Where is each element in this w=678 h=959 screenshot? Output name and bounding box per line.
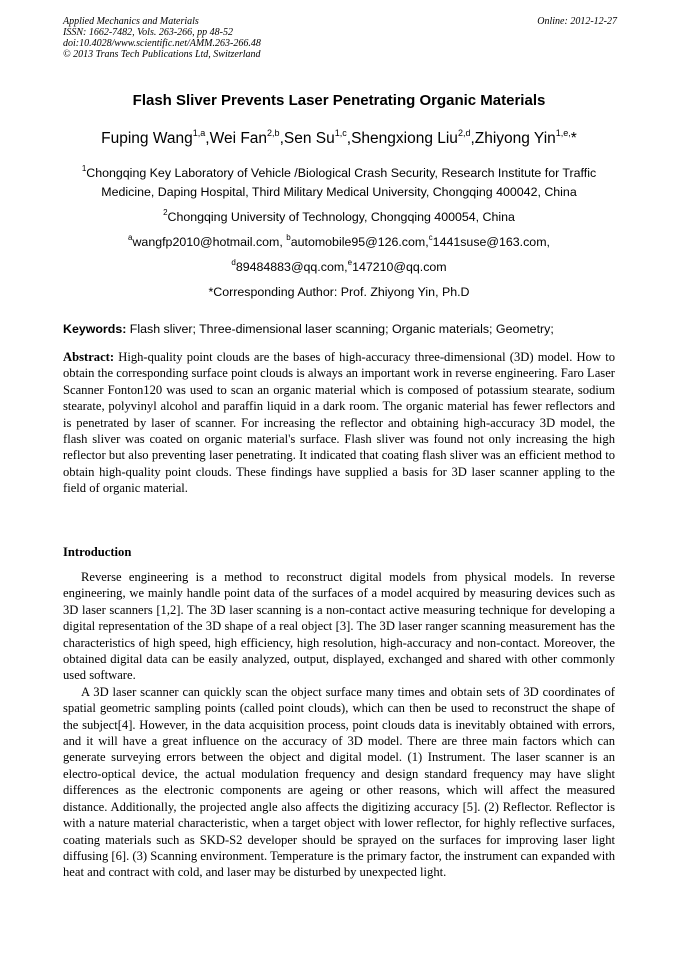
affiliation-1 [60,164,618,202]
email-superscript: d [231,258,236,267]
affiliation-line: Chongqing University of Technology, Chongqing 400054, China [167,210,515,224]
journal-copyright: © 2013 Trans Tech Publications Ltd, Switzerland [63,49,261,60]
author-superscript: 1,e, [555,128,571,138]
abstract [63,349,615,497]
author-name: Zhiyong Yin [474,130,556,147]
affiliation-line: Chongqing Key Laboratory of Vehicle /Biological Crash Security, Research Institute for Traffic [86,166,597,180]
keywords-text: Flash sliver; Three-dimensional laser scanning; Organic materials; Geometry; [126,322,554,336]
author-separator: , [279,130,284,147]
intro-paragraph-1: Reverse engineering is a method to reconstruct digital models from physical models. In reverse engineering, we mainly handle point data of the surfaces of a model acquired by measuring devices such as 3D laser scanners [1,2]. The 3D laser scanning is a non-contact active measuring technique for developing a digital representation of the 3D shape of a real object [3]. The 3D laser ranger scanning measurement has the characteristics of high speed, high efficiency, high resolution, high-accuracy and non-contact. Moreover, the obtained digital data can be easily analyzed, output, displayed, exchanged and shared with other commonly used software. [63,570,615,683]
introduction-body [63,569,615,881]
author-name: Fuping Wang [101,130,193,147]
email-line-1 [60,233,618,252]
affiliation-superscript: 2 [163,208,168,217]
author-superscript: 1,c [334,128,347,138]
author-list [0,130,678,148]
email-superscript: b [286,233,291,242]
intro-paragraph-2: A 3D laser scanner can quickly scan the object surface many times and obtain sets of 3D coordinates of spatial geometric sampling points (called point clouds), which can then be used to reconstruct the shape of the subject[4]. However, in the data acquisition process, point clouds data is inevitably obtained with errors, and it will have a great influence on the accuracy of 3D model. There are three main factors which can generate surveying errors between the object and digital model. (1) Instrument. The laser scanner is an electro-optical device, the actual modulation frequency and design standard frequency may have slight differences as the electronic components are ageing or other reasons, which will affect the measured distance. Additionally, the projected angle also affects the digitizing accuracy [5]. (2) Reflector. Reflector is with a nature material characteristic, when a target object with lower reflector, for highly reflective surfaces, coating materials such as SKD-S2 developer should be sprayed on the surfaces for improving laser light diffusing [6]. (3) Scanning environment. Temperature is the primary factor, the instrument can expanded with heat and contract with cold, and laser may be disturbed by unexpected light. [63,684,615,880]
author-email: 1441suse@163.com, [432,235,550,249]
affiliation-superscript: 1 [81,164,87,173]
journal-issn: ISSN: 1662-7482, Vols. 263-266, pp 48-52 [63,27,233,38]
author-email: automobile95@126.com, [290,235,429,249]
author-email: 89484883@qq.com, [235,260,348,274]
author-separator: , [205,130,210,147]
author-name: Sen Su [283,130,335,147]
email-superscript: e [347,258,353,267]
journal-header [63,16,617,60]
keywords-label: Keywords: [63,322,127,336]
author-separator: , [346,130,352,147]
corresponding-author: *Corresponding Author: Prof. Zhiyong Yin, Ph.D [208,285,470,299]
email-superscript: c [428,233,433,242]
journal-doi: doi:10.4028/www.scientific.net/AMM.263-266.48 [63,38,261,49]
author-name: Shengxiong Liu [351,130,458,147]
author-email: 147210@qq.com [352,260,447,274]
email-line-2 [60,258,618,277]
affiliation-line: Medicine, Daping Hospital, Third Military Medical University, Chongqing 400042, China [101,185,577,199]
author-separator: * [570,130,577,147]
author-superscript: 2,b [267,128,280,138]
author-name: Wei Fan [209,130,268,147]
author-superscript: 1,a [192,128,206,138]
author-email: wangfp2010@hotmail.com, [132,235,287,249]
section-heading-introduction: Introduction [63,545,132,559]
abstract-text: High-quality point clouds are the bases of high-accuracy three-dimensional (3D) model. How to obtain the corresponding surface point clouds is always an important work in reverse engineering. Faro Laser Scanner Fonton120 was used to scan an organic material which is composed of potassium stearate, sodium stearate, polyvinyl alcohol and paraffin liquid in a dark room. The organic material has fewer reflectors and is penetrated by laser of scanner. For increasing the reflector and obtaining high-accuracy 3D model, the flash sliver was coated on organic material's surface. Flash sliver was found not only increasing the high reflector but also preventing laser penetrating. It indicated that coating flash sliver was an efficient method to obtain high-quality point clouds. These findings have supplied a basis for 3D laser scanner appling to the field of organic material. [63,350,615,496]
online-date: Online: 2012-12-27 [537,16,617,27]
keywords [63,322,623,336]
paper-title: Flash Sliver Prevents Laser Penetrating Organic Materials [132,92,546,109]
affiliation-2 [60,208,618,227]
abstract-label: Abstract: [63,350,115,364]
author-superscript: 2,d [457,128,471,138]
journal-name: Applied Mechanics and Materials [63,16,199,27]
email-superscript: a [128,233,133,242]
author-separator: , [470,130,475,147]
